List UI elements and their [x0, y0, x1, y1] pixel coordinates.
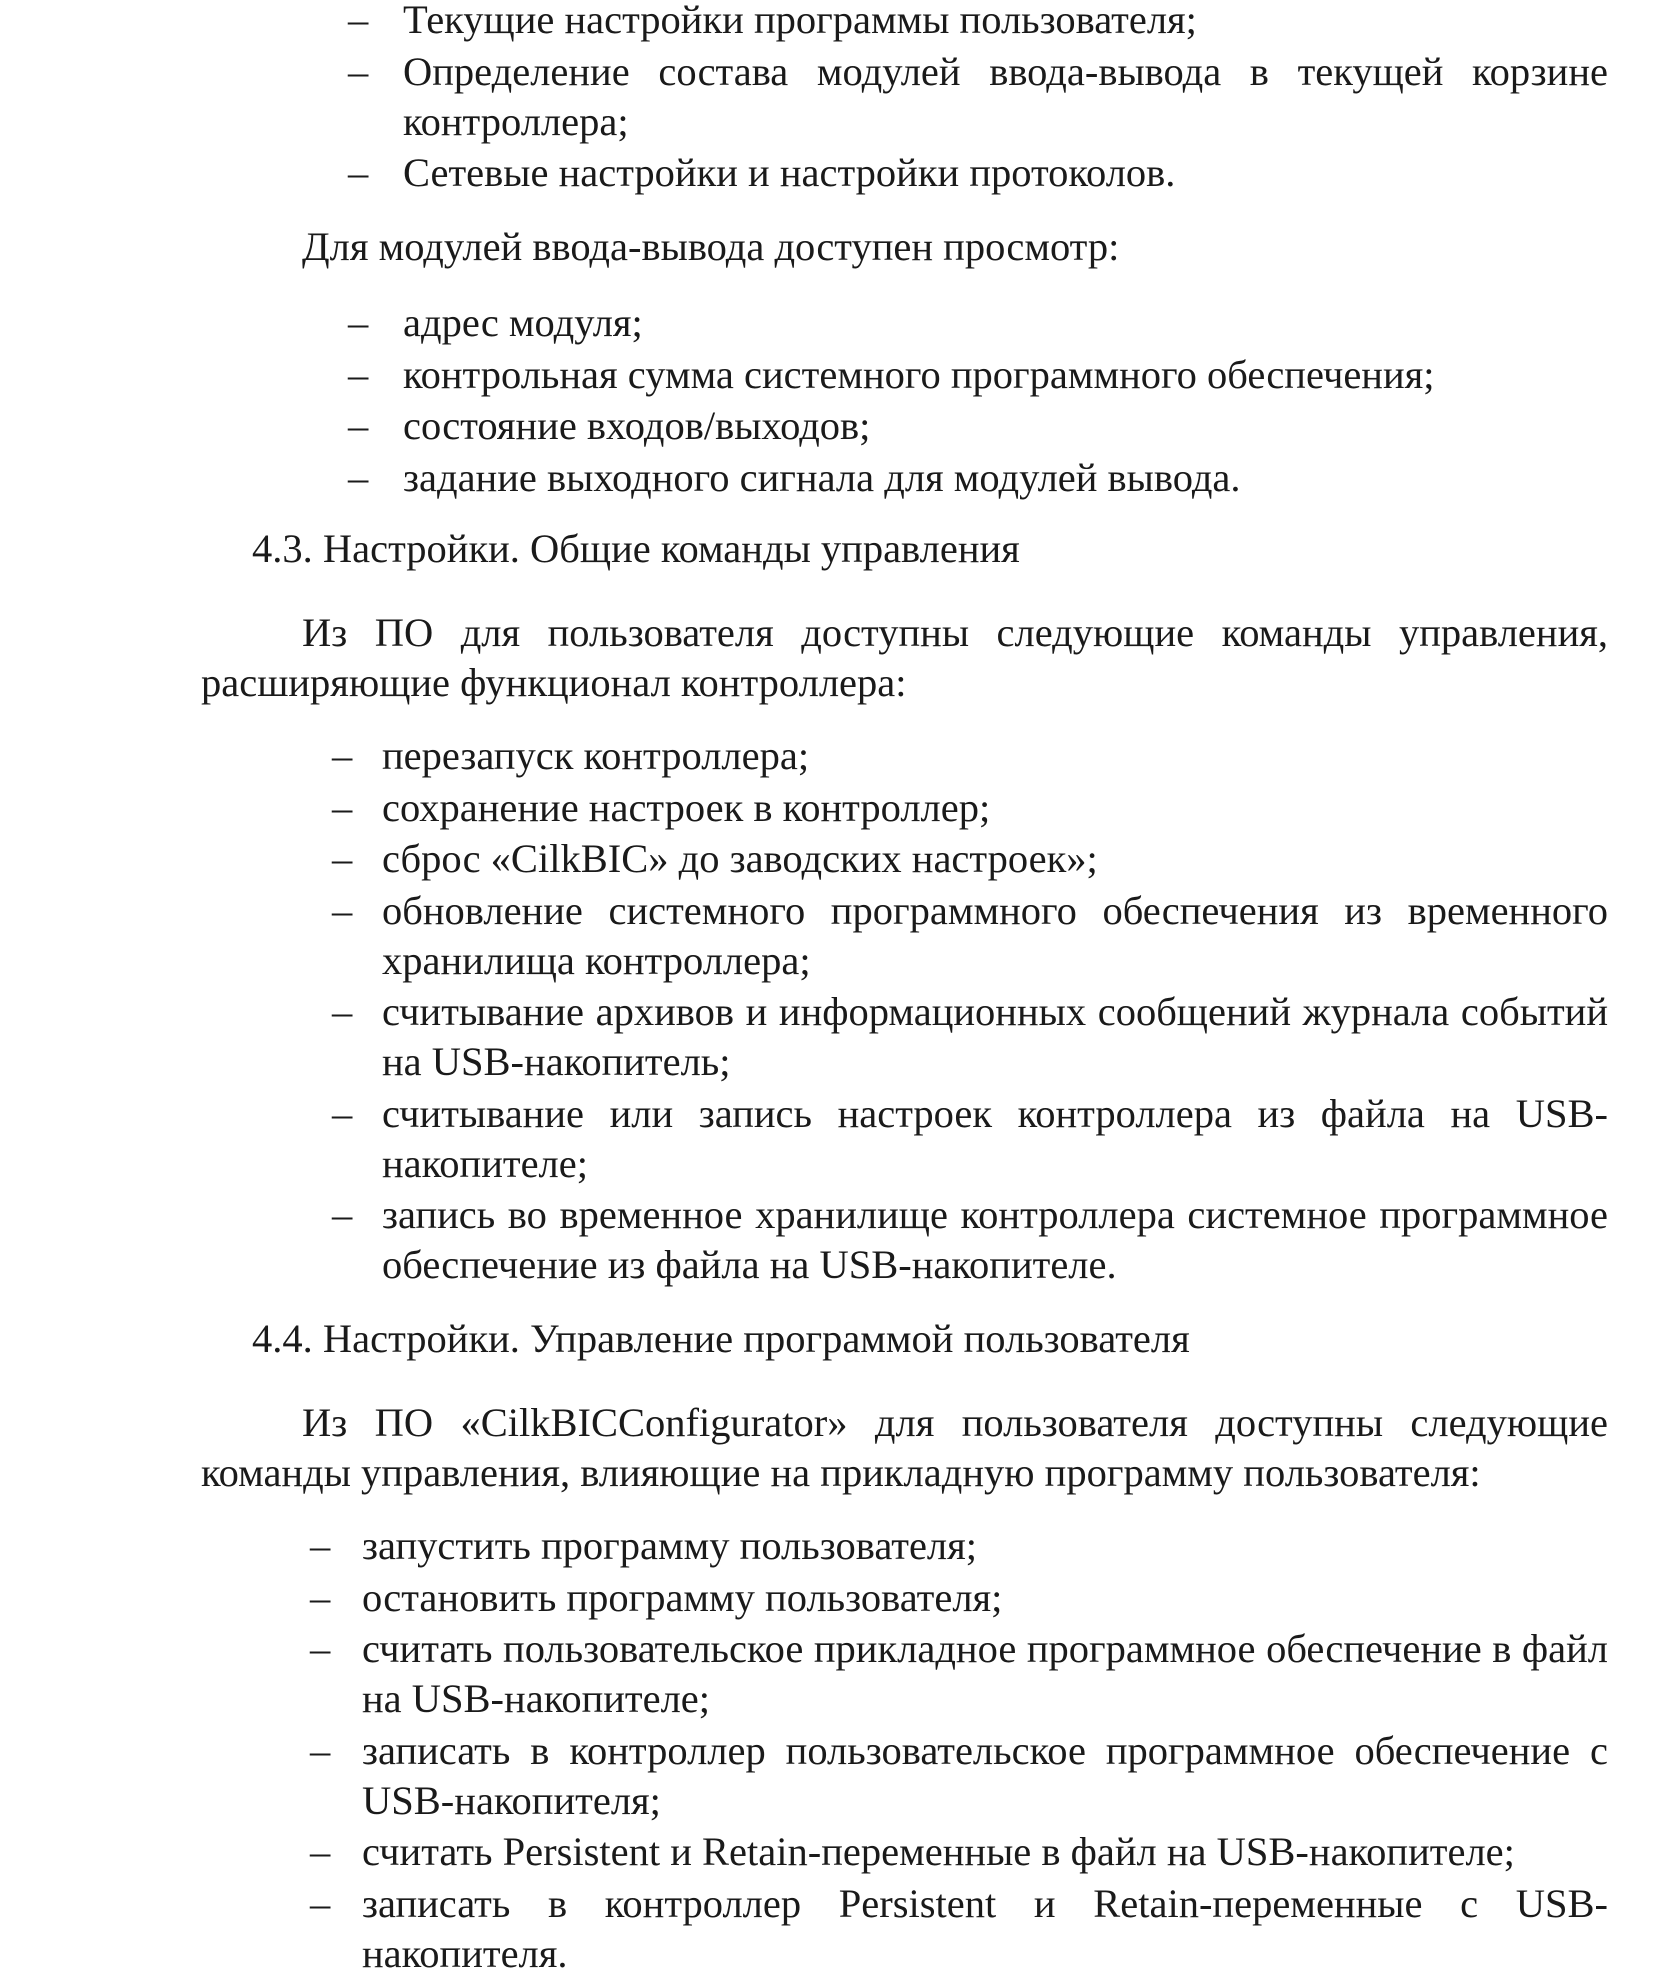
list-item — [310, 1624, 1608, 1724]
list-dash: – — [310, 1626, 331, 1671]
list-item-text: считать пользовательское прикладное программное обеспечение в файл на USB-накопителе; — [362, 1626, 1608, 1721]
list-item-text: остановить программу пользователя; — [362, 1574, 1003, 1620]
list-dash: – — [348, 48, 369, 94]
list-dash: – — [332, 887, 353, 933]
list-item — [332, 886, 1608, 986]
list-item — [348, 401, 1608, 451]
section-heading-4-3: 4.3. Настройки. Общие команды управления — [252, 526, 1020, 571]
list-item-text: записать в контроллер Persistent и Retain-переменные с USB-накопителя. — [362, 1880, 1608, 1976]
list-dash: – — [348, 403, 369, 448]
list-item — [348, 453, 1608, 503]
list-item — [348, 148, 1608, 198]
list-item-text: адрес модуля; — [403, 300, 643, 345]
list-dash: – — [348, 0, 369, 42]
list-dash: – — [348, 351, 369, 397]
io-view-list — [348, 298, 1608, 503]
list-dash: – — [332, 784, 353, 830]
list-item-text: запустить программу пользователя; — [362, 1523, 978, 1568]
list-item-text: Текущие настройки программы пользователя; — [403, 0, 1197, 42]
top-settings-list — [348, 0, 1608, 198]
list-item-text: записать в контроллер пользовательское программное обеспечение с USB-накопителя; — [362, 1727, 1608, 1823]
list-item — [310, 1521, 1608, 1571]
commands-intro-paragraph: Из ПО для пользователя доступны следующие команды управления, расширяющие функционал контроллера: — [201, 610, 1608, 705]
list-dash: – — [332, 1090, 353, 1136]
list-item — [332, 987, 1608, 1087]
list-item — [332, 1190, 1608, 1290]
list-item — [332, 1089, 1608, 1189]
list-item — [332, 731, 1608, 781]
list-dash: – — [332, 836, 353, 881]
list-item-text: состояние входов/выходов; — [403, 403, 871, 448]
list-dash: – — [310, 1829, 331, 1874]
section-heading-4-4: 4.4. Настройки. Управление программой пользователя — [252, 1316, 1190, 1361]
list-dash: – — [310, 1880, 331, 1926]
program-commands-list — [310, 1521, 1608, 1979]
list-dash: – — [332, 1192, 353, 1237]
list-dash: – — [332, 733, 353, 778]
list-dash: – — [332, 989, 353, 1034]
program-intro-paragraph: Из ПО «CilkBICConfigurator» для пользователя доступны следующие команды управления, влияющие на прикладную программу пользователя: — [201, 1400, 1608, 1495]
list-item-text: сохранение настроек в контроллер; — [382, 784, 991, 830]
list-item-text: запись во временное хранилище контроллера системное программное обеспечение из файла на USB-накопителе. — [382, 1192, 1608, 1287]
list-dash: – — [348, 300, 369, 345]
list-dash: – — [310, 1523, 331, 1568]
list-item-text: задание выходного сигнала для модулей вывода. — [403, 454, 1241, 500]
list-item-text: считывание или запись настроек контроллера из файла на USB-накопителе; — [382, 1090, 1608, 1186]
list-item-text: перезапуск контроллера; — [382, 733, 810, 778]
list-item-text: обновление системного программного обеспечения из временного хранилища контроллера; — [382, 887, 1608, 983]
list-item-text: контрольная сумма системного программного обеспечения; — [403, 351, 1435, 397]
list-item — [332, 783, 1608, 833]
io-intro-paragraph: Для модулей ввода-вывода доступен просмотр: — [302, 224, 1120, 269]
list-item — [310, 1573, 1608, 1623]
list-dash: – — [310, 1727, 331, 1773]
list-item-text: считать Persistent и Retain-переменные в файл на USB-накопителе; — [362, 1829, 1515, 1874]
list-item — [348, 350, 1608, 400]
list-item-text: Определение состава модулей ввода-вывода в текущей корзине контроллера; — [403, 48, 1608, 144]
list-dash: – — [348, 454, 369, 500]
list-dash: – — [310, 1574, 331, 1620]
list-item — [310, 1879, 1608, 1979]
list-item-text: сброс «CilkBIC» до заводских настроек»; — [382, 836, 1098, 881]
general-commands-list — [332, 731, 1608, 1290]
list-item-text: Сетевые настройки и настройки протоколов. — [403, 150, 1176, 195]
list-item — [348, 0, 1608, 45]
list-item — [310, 1827, 1608, 1877]
list-dash: – — [348, 150, 369, 195]
list-item — [348, 47, 1608, 147]
list-item — [332, 834, 1608, 884]
list-item-text: считывание архивов и информационных сообщений журнала событий на USB-накопитель; — [382, 989, 1608, 1084]
list-item — [348, 298, 1608, 348]
list-item — [310, 1726, 1608, 1826]
